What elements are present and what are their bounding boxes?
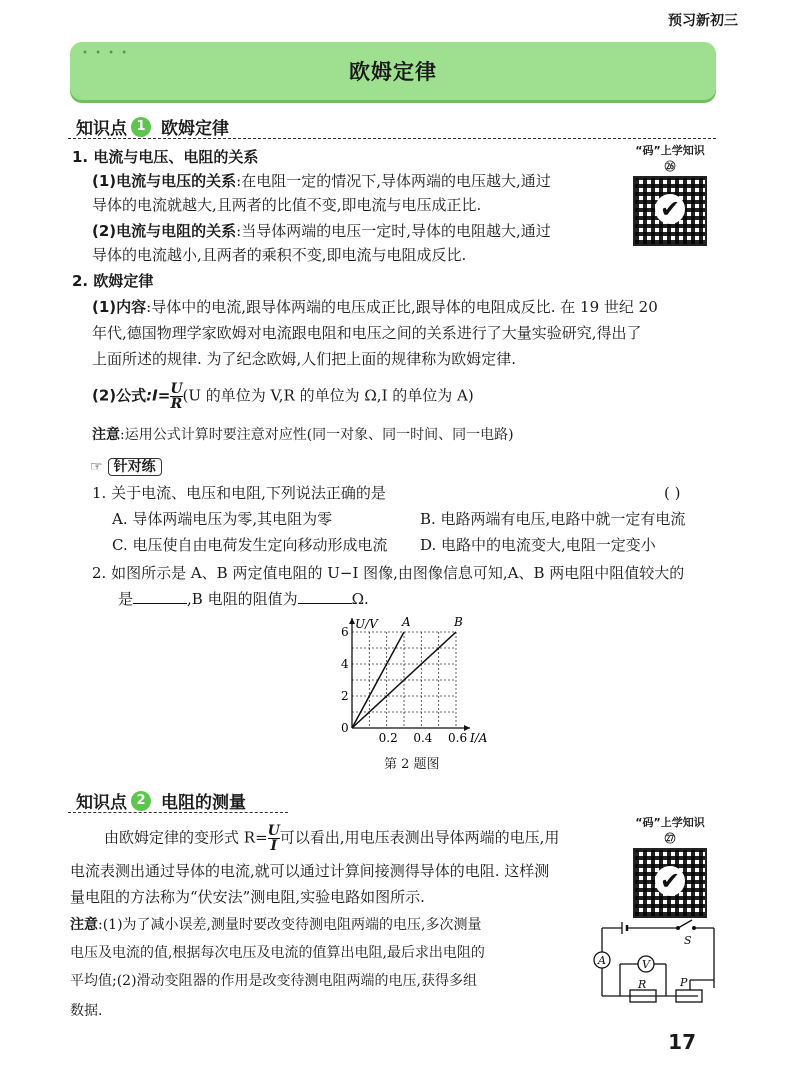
x-axis-label: I/A <box>470 731 488 745</box>
item1-p1-lead: (1)电流与电压的关系 <box>92 172 237 190</box>
section2-number: 2 <box>131 791 151 811</box>
banner-decoration: • • • • <box>82 48 130 59</box>
voltmeter-label: V <box>642 958 650 971</box>
item1-p2-line2: 导体的电流越小,且两者的乘积不变,即电流与电阻成反比. <box>92 246 467 264</box>
section2-note-text1: :(1)为了减小误差,测量时要改变待测电阻两端的电压,多次测量 <box>98 917 482 933</box>
formula-numerator: U <box>170 381 183 397</box>
section1-title: 欧姆定律 <box>161 119 229 139</box>
q2-line2 <box>118 588 369 610</box>
item1-p2-lead: (2)电流与电阻的关系 <box>92 222 237 240</box>
item2-note-lead: 注意 <box>92 427 120 443</box>
section2-note-line3: 平均值;(2)滑动变阻器的作用是改变待测电阻两端的电压,获得多组 <box>70 973 477 989</box>
section1-heading <box>76 114 229 139</box>
section2-note-line4: 数据. <box>70 1003 103 1019</box>
q1-stem: 1. 关于电流、电压和电阻,下列说法正确的是 <box>92 484 386 502</box>
q2-line2-a: 是 <box>118 590 134 608</box>
figure-caption: 第 2 题图 <box>384 757 440 772</box>
qr-image-2 <box>633 848 707 918</box>
section2-title: 电阻的测量 <box>161 793 246 813</box>
item2-note-text: :运用公式计算时要注意对应性(同一对象、同一时间、同一电路) <box>120 427 514 443</box>
title-banner <box>70 42 716 100</box>
q1-answer-bracket[interactable]: ( ) <box>664 484 681 502</box>
item2-content-line2: 年代,德国物理学家欧姆对电流跟电阻和电压之间的关系进行了大量实验研究,得出了 <box>92 324 642 342</box>
section2-note-lead: 注意 <box>70 917 98 933</box>
hand-icon: ☞ <box>90 459 103 475</box>
item2-content-line3: 上面所述的规律. 为了纪念欧姆,人们把上面的规律称为欧姆定律. <box>92 350 517 368</box>
series-label-A: A <box>402 615 411 629</box>
qr-image-1 <box>633 176 707 246</box>
y-tick-label: 6 <box>341 625 349 639</box>
chart-labels <box>341 615 488 745</box>
qr-code-1[interactable] <box>632 142 708 246</box>
page-number: 17 <box>668 1030 696 1054</box>
q2-blank-1[interactable] <box>133 603 187 604</box>
y-tick-label: 2 <box>341 689 349 703</box>
checkmark-icon: ✔ <box>655 194 685 224</box>
qr-label-2: “码”上学知识㉗ <box>635 816 705 845</box>
section2-para-line1 <box>104 824 559 853</box>
item1-heading: 1. 电流与电压、电阻的关系 <box>72 148 259 166</box>
slider-label: P <box>680 976 688 989</box>
section2-label: 知识点 <box>76 793 127 813</box>
item2-note <box>92 424 514 446</box>
item2-content-lead: (1)内容 <box>92 298 147 316</box>
switch-label: S <box>684 934 692 947</box>
item1-p2-rest: :当导体两端的电压一定时,导体的电阻越大,通过 <box>236 222 551 240</box>
circuit-diagram <box>592 918 722 1012</box>
origin-label: 0 <box>341 721 349 735</box>
q1-option-a[interactable]: A. 导体两端电压为零,其电阻为零 <box>112 510 333 528</box>
section2-para-line2: 电流表测出通过导体的电流,就可以通过计算间接测得导体的电阻. 这样测 <box>70 862 550 880</box>
section2-para-b: 可以看出,用电压表测出导体两端的电压,用 <box>279 828 560 847</box>
section2-heading <box>76 788 246 813</box>
qr-code-2[interactable] <box>632 814 708 918</box>
q2-line2-b: ,B 电阻的阻值为 <box>187 590 298 608</box>
item1-p1-line2: 导体的电流就越大,且两者的比值不变,即电流与电压成正比. <box>92 196 482 214</box>
formula-note: (U 的单位为 V,R 的单位为 Ω,I 的单位为 A) <box>182 386 474 405</box>
section2-para-line3: 量电阻的方法称为“伏安法”测电阻,实验电路如图所示. <box>70 888 425 906</box>
item2-content-line1 <box>92 296 658 318</box>
q2-line2-c: Ω. <box>351 590 369 608</box>
section2-fraction <box>268 824 280 853</box>
item1-p1 <box>92 170 551 192</box>
page-title: 欧姆定律 <box>349 60 437 84</box>
header-tag: 预习新初三 <box>668 13 738 29</box>
formula-fraction <box>170 382 182 411</box>
q2-line1: 2. 如图所示是 A、B 两定值电阻的 U−I 图像,由图像信息可知,A、B 两电阻中阻值较大的 <box>92 564 685 582</box>
item1-p2 <box>92 220 551 242</box>
section2-frac-num: U <box>267 823 280 839</box>
section2-note-line1 <box>70 914 481 936</box>
ammeter-label: A <box>598 954 606 967</box>
qr-label-1: “码”上学知识㉖ <box>635 144 705 173</box>
section2-rule <box>68 812 288 813</box>
section1-rule <box>68 138 716 139</box>
section2-para-a: 由欧姆定律的变形式 R= <box>104 828 268 847</box>
item2-formula <box>92 382 474 411</box>
item2-heading: 2. 欧姆定律 <box>72 272 154 290</box>
y-tick-label: 4 <box>341 657 349 671</box>
checkmark-icon: ✔ <box>655 866 685 896</box>
q1-option-c[interactable]: C. 电压使自由电荷发生定向移动形成电流 <box>112 536 388 554</box>
formula-lead: (2)公式 <box>92 386 147 405</box>
resistor-label: R <box>638 978 647 991</box>
q2-blank-2[interactable] <box>298 603 352 604</box>
ui-chart <box>320 612 500 752</box>
section2-frac-den: I <box>268 838 280 853</box>
section1-number: 1 <box>131 117 151 137</box>
series-label-B: B <box>454 615 463 629</box>
q1-option-b[interactable]: B. 电路两端有电压,电路中就一定有电流 <box>420 510 686 528</box>
section1-label: 知识点 <box>76 119 127 139</box>
formula-lhs: :I= <box>146 386 171 405</box>
y-axis-label: U/V <box>355 617 378 631</box>
practice-tag-label: 针对练 <box>108 458 162 476</box>
section2-note-line2: 电压及电流的值,根据每次电压及电流的值算出电阻,最后求出电阻的 <box>70 945 485 961</box>
formula-denominator: R <box>170 396 183 412</box>
x-tick-label: 0.4 <box>413 731 433 745</box>
item2-content-text: :导体中的电流,跟导体两端的电压成正比,跟导体的电阻成反比. 在 19 世纪 20 <box>146 298 658 316</box>
switch-blade <box>678 920 692 928</box>
q1-option-d[interactable]: D. 电路中的电流变大,电阻一定变小 <box>420 536 656 554</box>
x-tick-label: 0.2 <box>378 731 398 745</box>
practice-tag <box>90 456 162 476</box>
x-tick-label: 0.6 <box>448 731 468 745</box>
item1-p1-rest: :在电阻一定的情况下,导体两端的电压越大,通过 <box>236 172 551 190</box>
